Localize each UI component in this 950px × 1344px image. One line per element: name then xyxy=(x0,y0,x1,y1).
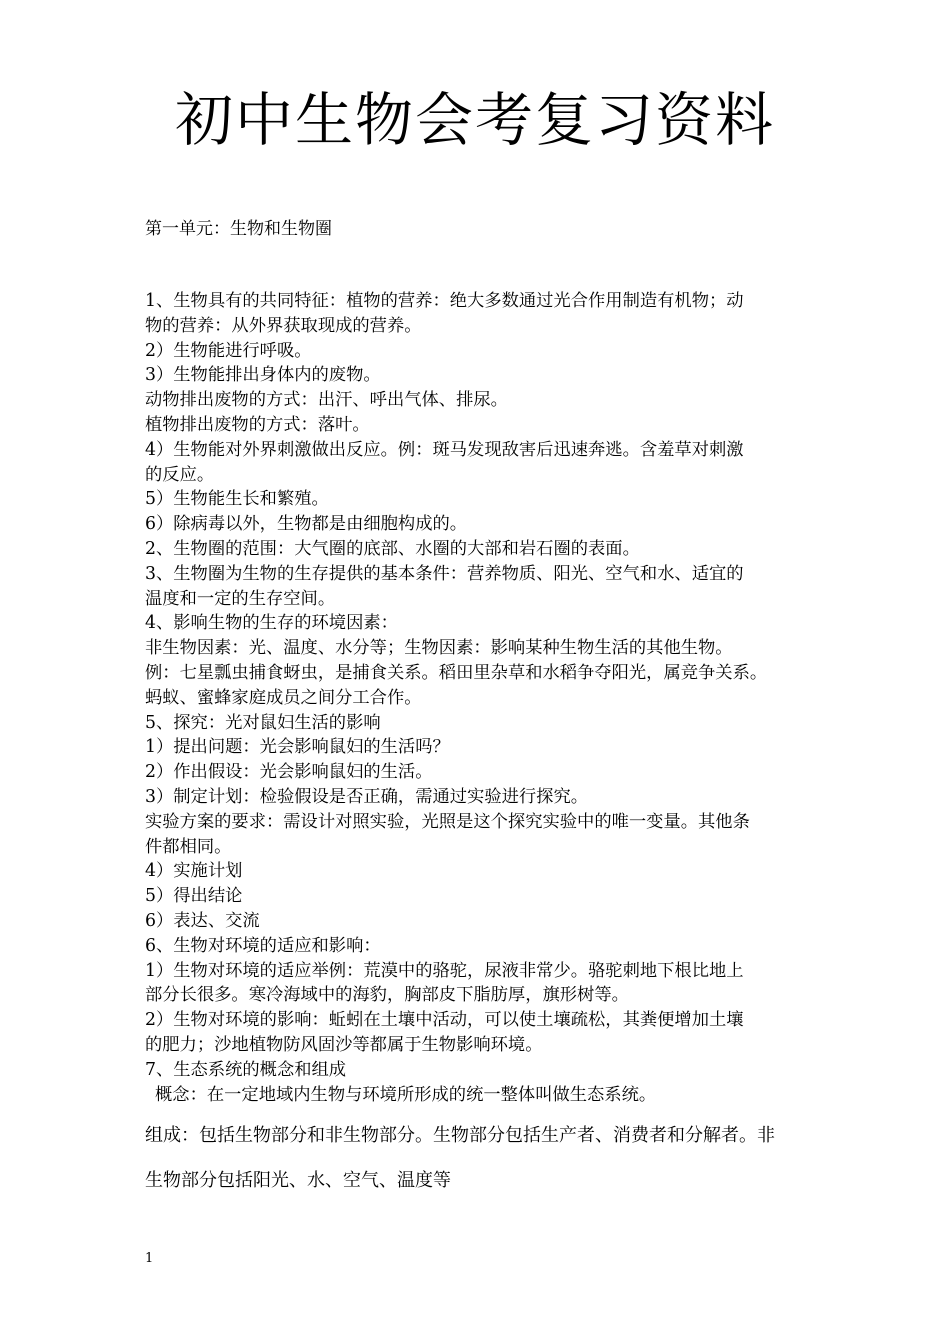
text-line: 5）得出结论 xyxy=(145,886,243,907)
text-line: 非生物因素：光、温度、水分等；生物因素：影响某种生物生活的其他生物。 xyxy=(145,638,733,659)
text-line: 概念：在一定地域内生物与环境所形成的统一整体叫做生态系统。 xyxy=(155,1084,657,1105)
text-line: 2）生物能进行呼吸。 xyxy=(145,340,312,361)
text-line: 5）生物能生长和繁殖。 xyxy=(145,489,329,510)
text-line: 的肥力；沙地植物防风固沙等都属于生物影响环境。 xyxy=(145,1034,543,1055)
text-line: 温度和一定的生存空间。 xyxy=(145,588,336,609)
text-line: 3）生物能排出身体内的废物。 xyxy=(145,365,381,386)
text-line: 实验方案的要求：需设计对照实验，光照是这个探究实验中的唯一变量。其他条 xyxy=(145,811,750,832)
text-line: 4）实施计划 xyxy=(145,861,243,882)
text-line: 4、影响生物的生存的环境因素： xyxy=(145,613,398,634)
text-line: 7、生态系统的概念和组成 xyxy=(145,1059,347,1080)
text-line: 5、探究：光对鼠妇生活的影响 xyxy=(145,712,381,733)
text-line: 3、生物圈为生物的生存提供的基本条件：营养物质、阳光、空气和水、适宜的 xyxy=(145,563,744,584)
composition-line-2: 生物部分包括阳光、水、空气、温度等 xyxy=(145,1170,451,1191)
text-line: 物的营养：从外界获取现成的营养。 xyxy=(145,315,422,336)
unit-heading: 第一单元：生物和生物圈 xyxy=(145,219,332,239)
text-line: 动物排出废物的方式：出汗、呼出气体、排尿。 xyxy=(145,390,508,411)
text-line: 6、生物对环境的适应和影响： xyxy=(145,935,381,956)
text-line: 的反应。 xyxy=(145,464,215,485)
text-line: 6）除病毒以外，生物都是由细胞构成的。 xyxy=(145,514,468,535)
text-line: 3）制定计划：检验假设是否正确，需通过实验进行探究。 xyxy=(145,786,589,807)
text-line: 植物排出废物的方式：落叶。 xyxy=(145,414,370,435)
text-line: 件都相同。 xyxy=(145,836,232,857)
page-title: 初中生物会考复习资料 xyxy=(174,86,775,154)
text-line: 蚂蚁、蜜蜂家庭成员之间分工合作。 xyxy=(145,687,422,708)
text-line: 1）提出问题：光会影响鼠妇的生活吗？ xyxy=(145,737,450,758)
text-line: 1）生物对环境的适应举例：荒漠中的骆驼，尿液非常少。骆驼刺地下根比地上 xyxy=(145,960,744,981)
text-line: 2、生物圈的范围：大气圈的底部、水圈的大部和岩石圈的表面。 xyxy=(145,538,640,559)
text-line: 2）生物对环境的影响：蚯蚓在土壤中活动，可以使土壤疏松，其粪便增加土壤 xyxy=(145,1010,744,1031)
composition-line-1: 组成：包括生物部分和非生物部分。生物部分包括生产者、消费者和分解者。非 xyxy=(145,1125,775,1146)
text-line: 4）生物能对外界刺激做出反应。例：斑马发现敌害后迅速奔逃。含羞草对刺激 xyxy=(145,439,744,460)
text-line: 6）表达、交流 xyxy=(145,910,260,931)
text-line: 部分长很多。寒冷海域中的海豹，胸部皮下脂肪厚，旗形树等。 xyxy=(145,985,629,1006)
body-text xyxy=(145,289,810,1107)
text-line: 例：七星瓢虫捕食蚜虫，是捕食关系。稻田里杂草和水稻争夺阳光，属竞争关系。 xyxy=(145,662,768,683)
page-number: 1 xyxy=(145,1251,154,1266)
text-line: 2）作出假设：光会影响鼠妇的生活。 xyxy=(145,762,433,783)
text-line: 1、生物具有的共同特征：植物的营养：绝大多数通过光合作用制造有机物；动 xyxy=(145,291,744,311)
